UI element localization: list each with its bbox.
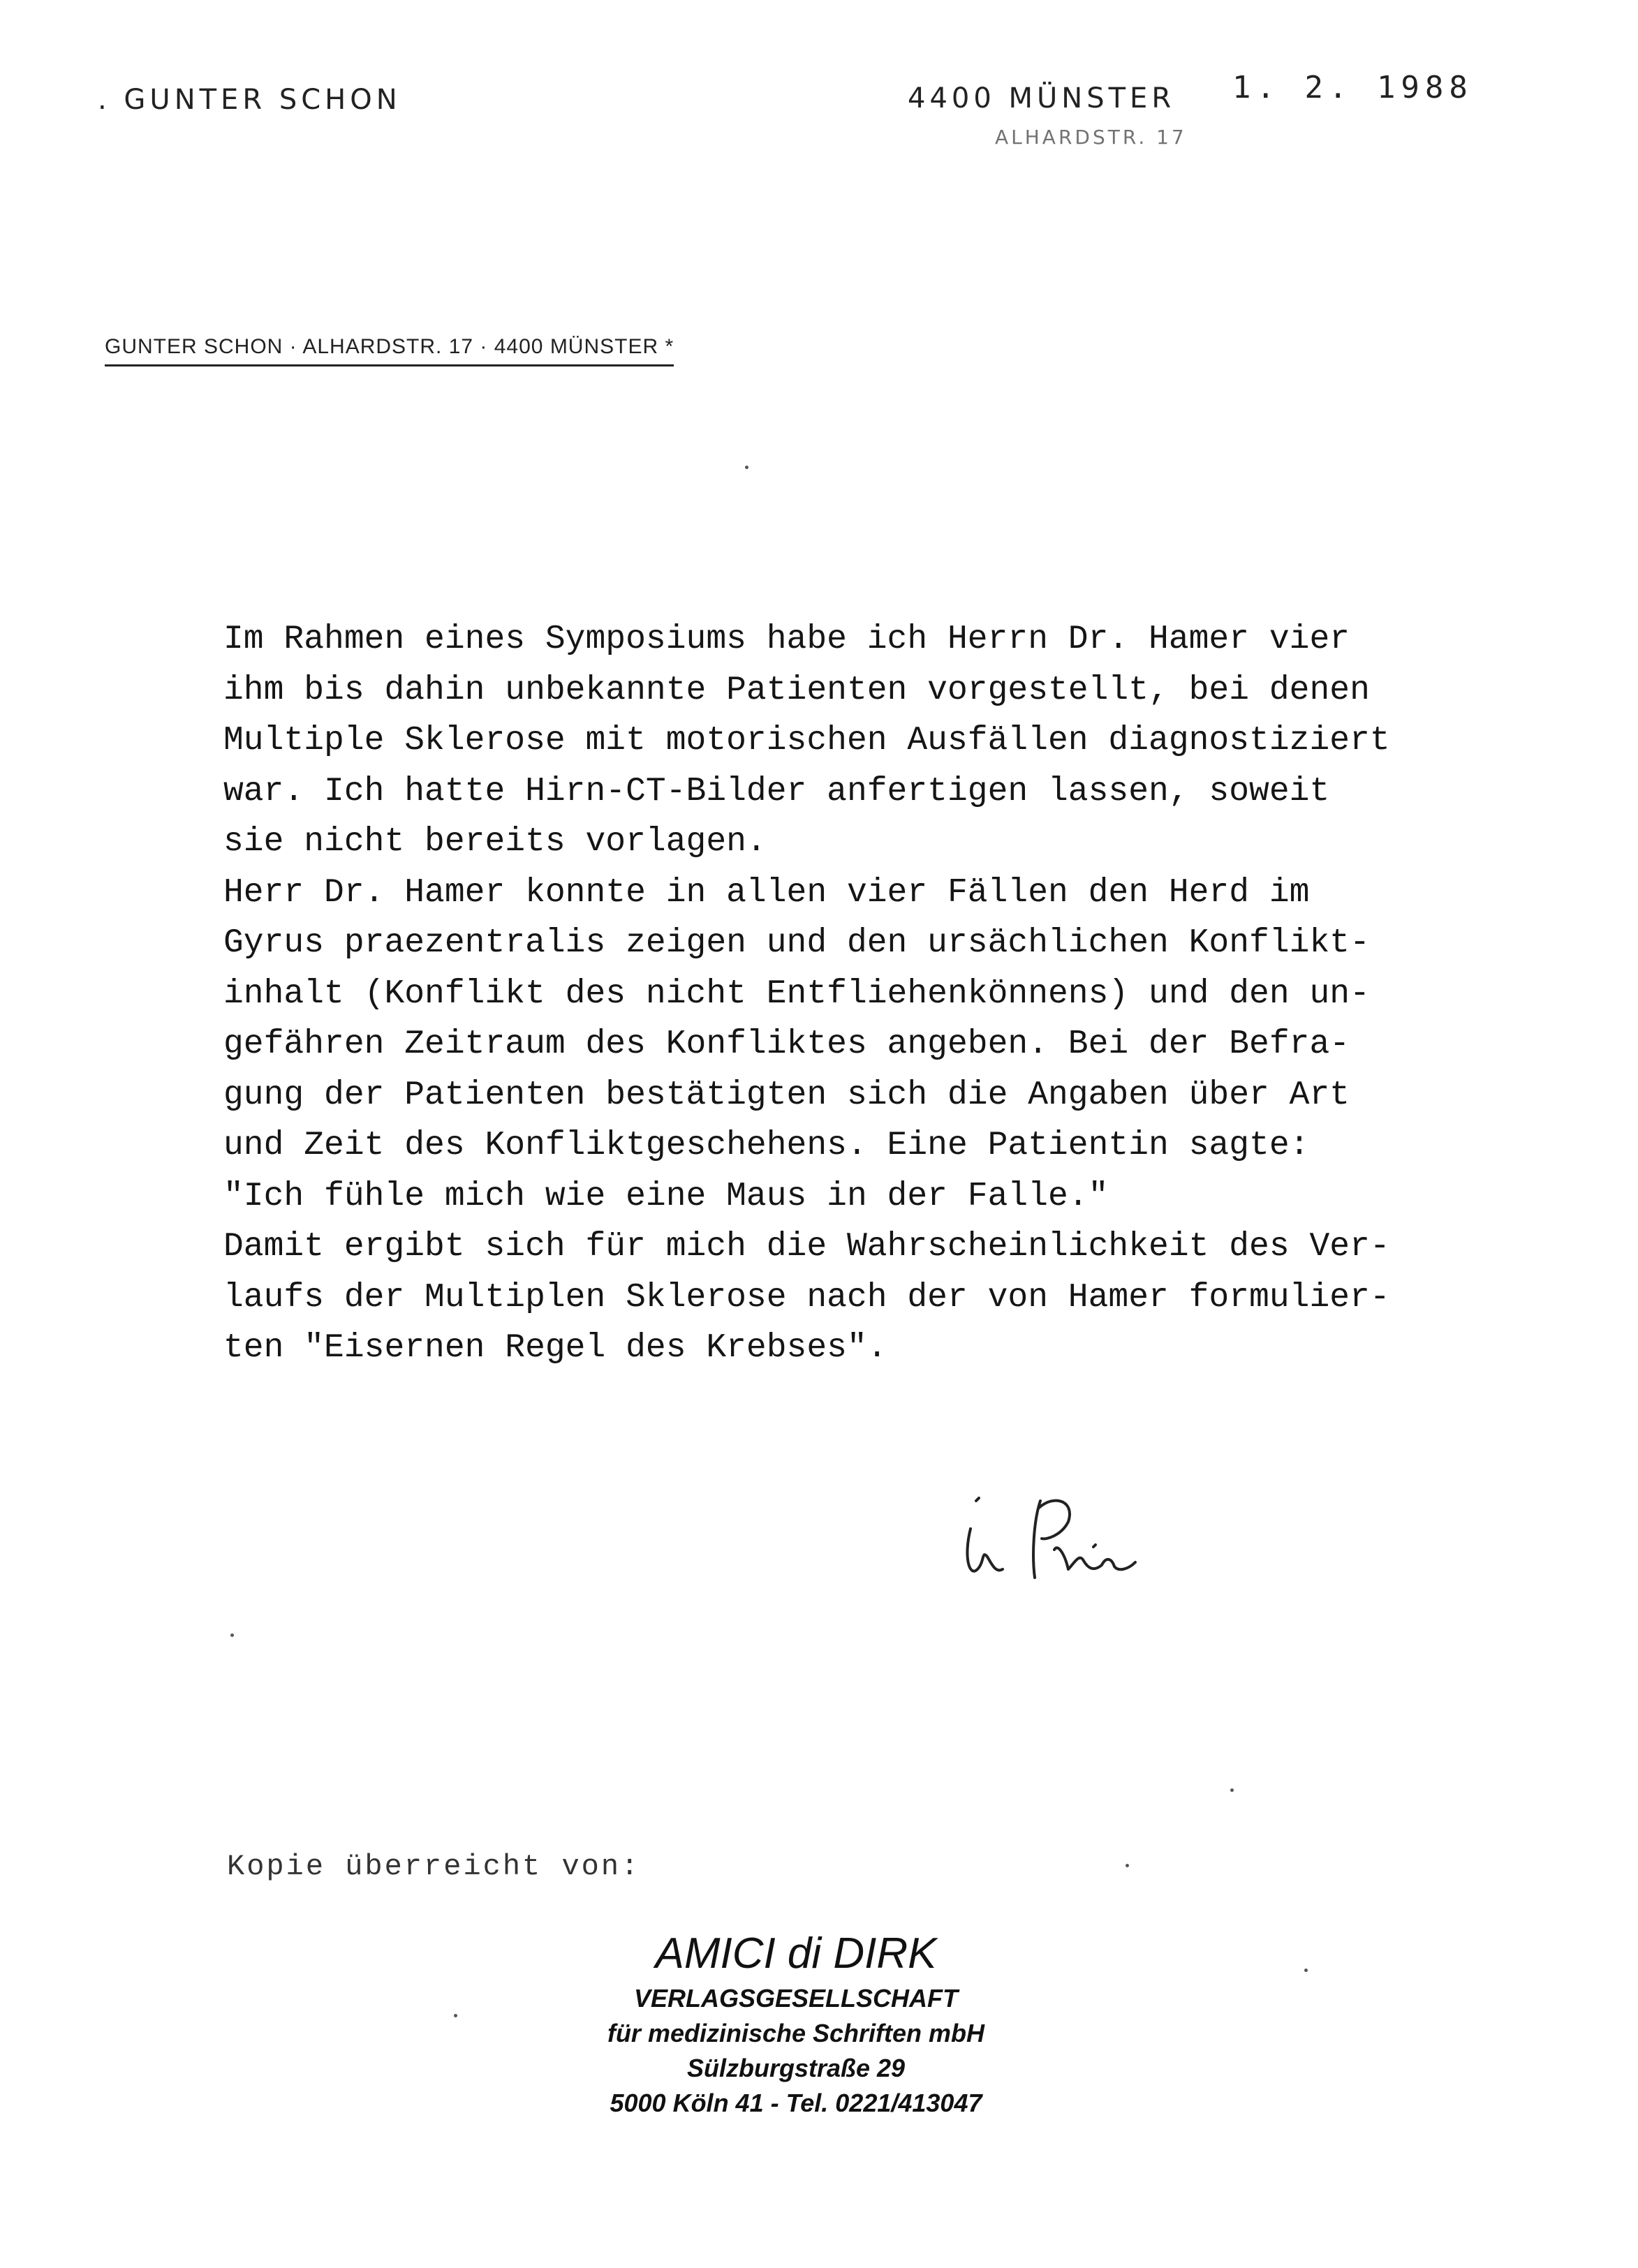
body-line: Gyrus praezentralis zeigen und den ursächlichen Konflikt- [223,924,1370,962]
body-line: gung der Patienten bestätigten sich die Angaben über Art [223,1076,1350,1114]
body-line: laufs der Multiplen Sklerose nach der von Hamer formulier- [223,1278,1390,1317]
stamp-line: Sülzburgstraße 29 [686,2054,906,2082]
scan-speck [745,466,748,469]
scan-speck [454,2014,457,2017]
stamp-line: für medizinische Schriften mbH [607,2019,985,2047]
scan-speck [230,1633,234,1637]
body-line: Im Rahmen eines Symposiums habe ich Herrn Dr. Hamer vier [223,621,1350,658]
stamp-line: 5000 Köln 41 - Tel. 0221/413047 [610,2089,982,2117]
body-line: ten "Eisernen Regel des Krebses". [223,1329,887,1367]
stamp-name: AMICI di DIRK [655,1929,937,1978]
scan-speck [1304,1969,1308,1972]
scan-speck [1230,1788,1234,1792]
copy-note: Kopie überreicht von: [227,1850,641,1883]
body-line: und Zeit des Konfliktgeschehens. Eine Patientin sagte: [223,1127,1310,1164]
letterhead-street: ALHARDSTR. 17 [995,126,1187,149]
publisher-stamp [531,1927,1061,2121]
letter-body [223,614,1536,1374]
letterhead-name: . GUNTER SCHON [98,84,401,116]
scan-speck [1126,1864,1129,1867]
stamp-line: VERLAGSGESELLSCHAFT [633,1984,959,2013]
body-line: Herr Dr. Hamer konnte in allen vier Fällen den Herd im [223,873,1310,912]
body-line: Damit ergibt sich für mich die Wahrscheinlichkeit des Ver- [223,1228,1390,1266]
body-line: ihm bis dahin unbekannte Patienten vorgestellt, bei denen [223,671,1370,709]
body-line: Multiple Sklerose mit motorischen Ausfällen diagnostiziert [223,722,1390,759]
body-line: inhalt (Konflikt des nicht Entfliehenkönnens) und den un- [223,974,1370,1013]
letter-date: 1. 2. 1988 [1232,70,1473,105]
body-line: war. Ich hatte Hirn-CT-Bilder anfertigen lassen, soweit [223,772,1330,810]
letterhead-city: 4400 MÜNSTER [908,82,1176,114]
body-line: gefähren Zeitraum des Konfliktes angeben. Bei der Befra- [223,1025,1350,1063]
handwritten-signature [957,1480,1166,1592]
return-address-line: GUNTER SCHON · ALHARDSTR. 17 · 4400 MÜNSTER * [105,335,674,366]
body-line: "Ich fühle mich wie eine Maus in der Falle." [223,1177,1109,1215]
body-line: sie nicht bereits vorlagen. [223,823,767,861]
